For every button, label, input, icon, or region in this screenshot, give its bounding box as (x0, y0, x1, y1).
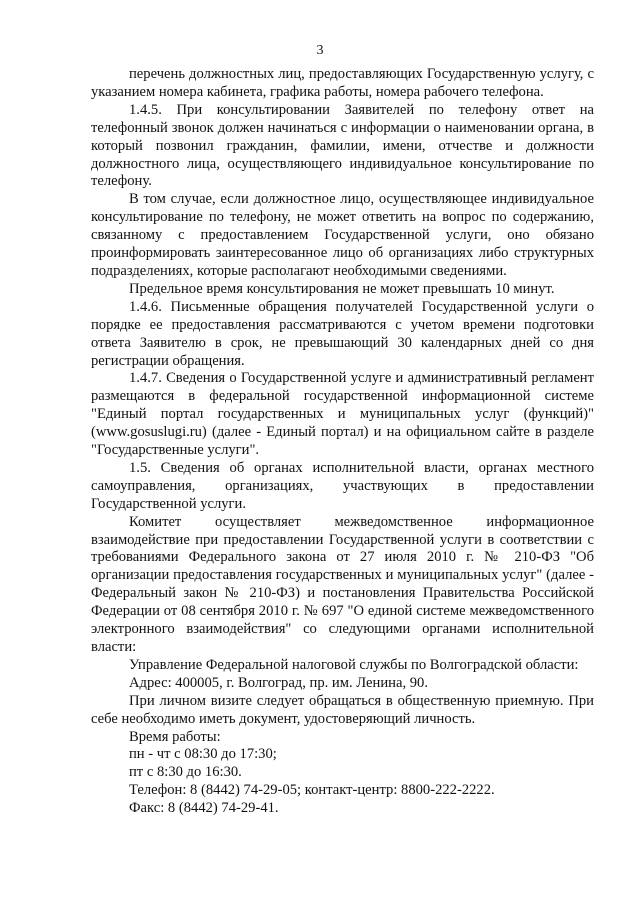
paragraph-phone-consultation: В том случае, если должностное лицо, осуществляющее индивидуальное консультирование по телефону, не может ответить на вопрос по содержанию, связанному с предоставлением Государственной услуги, оно обязано проинформировать заинтересованное лицо об организациях либо структурных подразделениях, которые располагают необходимыми сведениями. (91, 191, 594, 279)
paragraph-1-5: 1.5. Сведения об органах исполнительной власти, органах местного самоуправления, организациях, участвующих в предоставлении Государственной услуги. (91, 459, 594, 512)
contact-phone: Телефон: 8 (8442) 74-29-05; контакт-центр: 8800-222-2222. (129, 782, 495, 799)
paragraph-1-4-7: 1.4.7. Сведения о Государственной услуге и административный регламент размещаются в федеральной государственной информационной системе "Единый портал государственных и муниципальных услуг (функций)" (www.gosuslugi.ru) (далее - Единый портал) и на официальном сайте в разделе "Государственные услуги". (91, 370, 594, 459)
paragraph-address: Адрес: 400005, г. Волгоград, пр. им. Ленина, 90. (129, 674, 428, 691)
paragraph-consultation-time-limit: Предельное время консультирования не может превышать 10 минут. (129, 280, 555, 297)
paragraph-officials-list: перечень должностных лиц, предоставляющих Государственную услугу, с указанием номера кабинета, графика работы, номера рабочего телефона. (91, 66, 594, 100)
paragraph-tax-service: Управление Федеральной налоговой службы по Волгоградской области: (129, 656, 579, 673)
page-number: 3 (316, 43, 324, 58)
schedule-fri: пт с 8:30 до 16:30. (129, 764, 242, 781)
document-body (91, 66, 594, 818)
paragraph-1-4-6: 1.4.6. Письменные обращения получателей Государственной услуги о порядке ее предоставления рассматриваются с учетом времени подготовки ответа Заявителю в срок, не превышающий 30 календарных дней со дня регистрации обращения. (91, 298, 594, 369)
paragraph-1-4-5: 1.4.5. При консультировании Заявителей по телефону ответ на телефонный звонок должен начинаться с информации о наименовании органа, в который позвонил гражданин, фамилии, имени, отчестве и должности должностного лица, осуществляющего индивидуальное консультирование по телефону. (91, 101, 594, 190)
schedule-label: Время работы: (129, 728, 221, 745)
paragraph-personal-visit: При личном визите следует обращаться в общественную приемную. При себе необходимо иметь документ, удостоверяющий личность. (91, 692, 594, 727)
paragraph-committee-interaction: Комитет осуществляет межведомственное информационное взаимодействие при предоставлении Государственной услуги в соответствии с требованиями Федерального закона от 27 июля 2010 г. № 210-ФЗ "Об организации предоставления государственных и муниципальных услуг" (далее - Федеральный закон № 210-ФЗ) и постановления Правительства Российской Федерации от 08 сентября 2010 г. № 697 "О единой системе межведомственного электронного взаимодействия" со следующими органами исполнительной власти: (91, 513, 594, 655)
contact-fax: Факс: 8 (8442) 74-29-41. (129, 800, 279, 817)
schedule-mon-thu: пн - чт с 08:30 до 17:30; (129, 746, 277, 763)
